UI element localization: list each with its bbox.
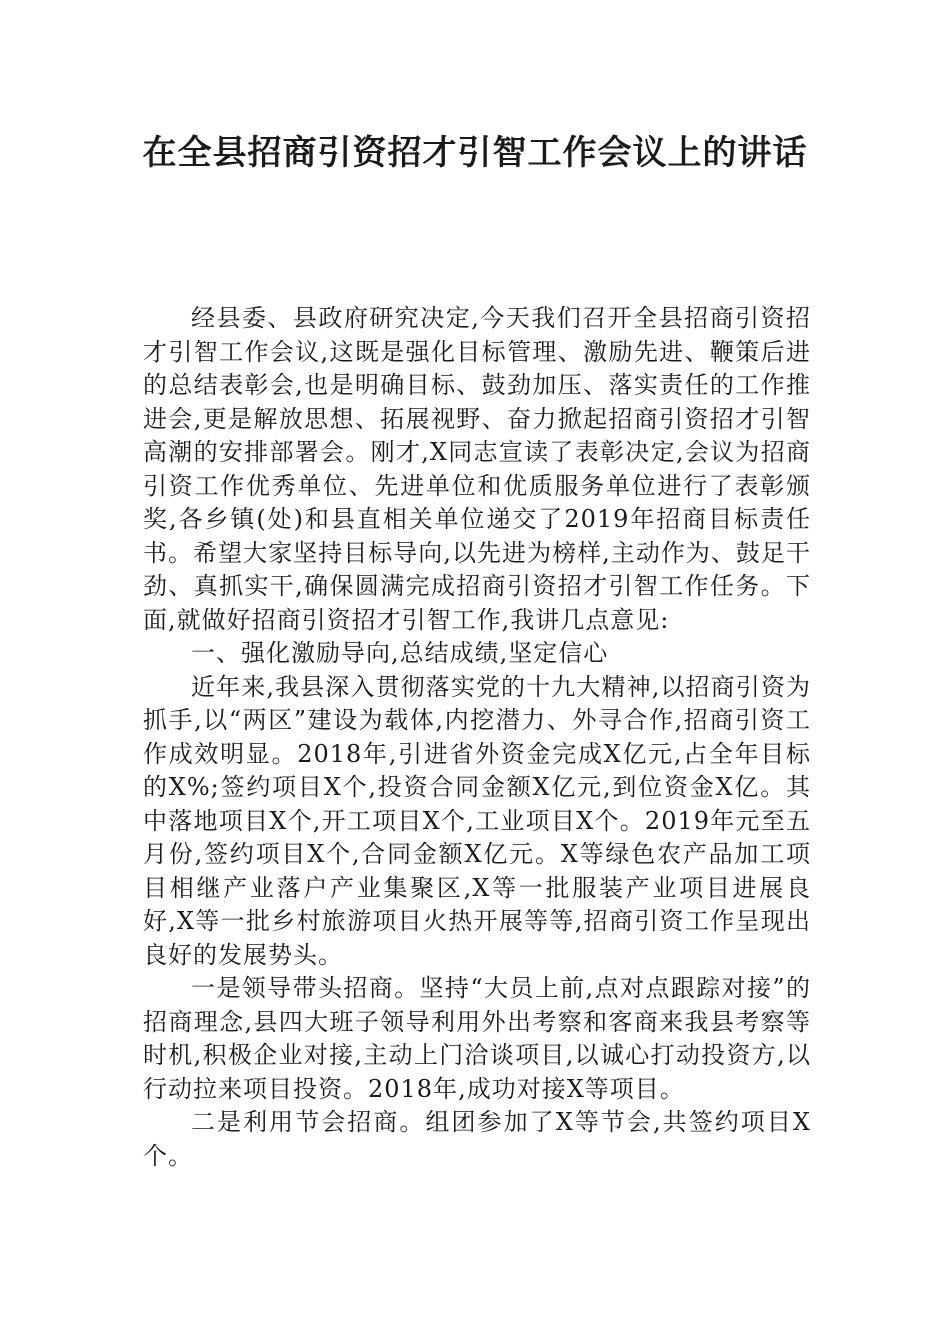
document-title: 在全县招商引资招才引智工作会议上的讲话 (142, 133, 808, 173)
paragraph-intro: 经县委、县政府研究决定,今天我们召开全县招商引资招才引智工作会议,这既是强化目标管理、激励先进、鞭策后进的总结表彰会,也是明确目标、鼓劲加压、落实责任的工作推进会,更是解放思想、拓展视野、奋力掀起招商引资招才引智高潮的安排部署会。刚才,X同志宣读了表彰决定,会议为招商引资工作优秀单位、先进单位和优质服务单位进行了表彰颁奖,各乡镇(处)和县直相关单位递交了2019年招商目标责任书。希望大家坚持目标导向,以先进为榜样,主动作为、鼓足干劲、真抓实干,确保圆满完成招商引资招才引智工作任务。下面,就做好招商引资招才引智工作,我讲几点意见: (143, 304, 811, 634)
paragraph-achievements: 近年来,我县深入贯彻落实党的十九大精神,以招商引资为抓手,以“两区”建设为载体,内挖潜力、外寻合作,招商引资工作成效明显。2018年,引进省外资金完成X亿元,占全年目标的X%;签约项目X个,投资合同金额X亿元,到位资金X亿。其中落地项目X个,开工项目X个,工业项目X个。2019年元至五月份,签约项目X个,合同金额X亿元。X等绿色农产品加工项目相继产业落户产业集聚区,X等一批服装产业项目进展良好,X等一批乡村旅游项目火热开展等等,招商引资工作呈现出良好的发展势头。 (143, 672, 811, 969)
document-body (143, 302, 811, 1173)
paragraph-events: 二是利用节会招商。组团参加了X等节会,共签约项目X个。 (143, 1108, 811, 1170)
section-heading-1: 一、强化激励导向,总结成绩,坚定信心 (191, 639, 609, 667)
paragraph-leadership: 一是领导带头招商。坚持“大员上前,点对点跟踪对接”的招商理念,县四大班子领导利用外出考察和客商来我县考察等时机,积极企业对接,主动上门洽谈项目,以诚心打动投资方,以行动拉来项目投资。2018年,成功对接X等项目。 (143, 974, 811, 1103)
